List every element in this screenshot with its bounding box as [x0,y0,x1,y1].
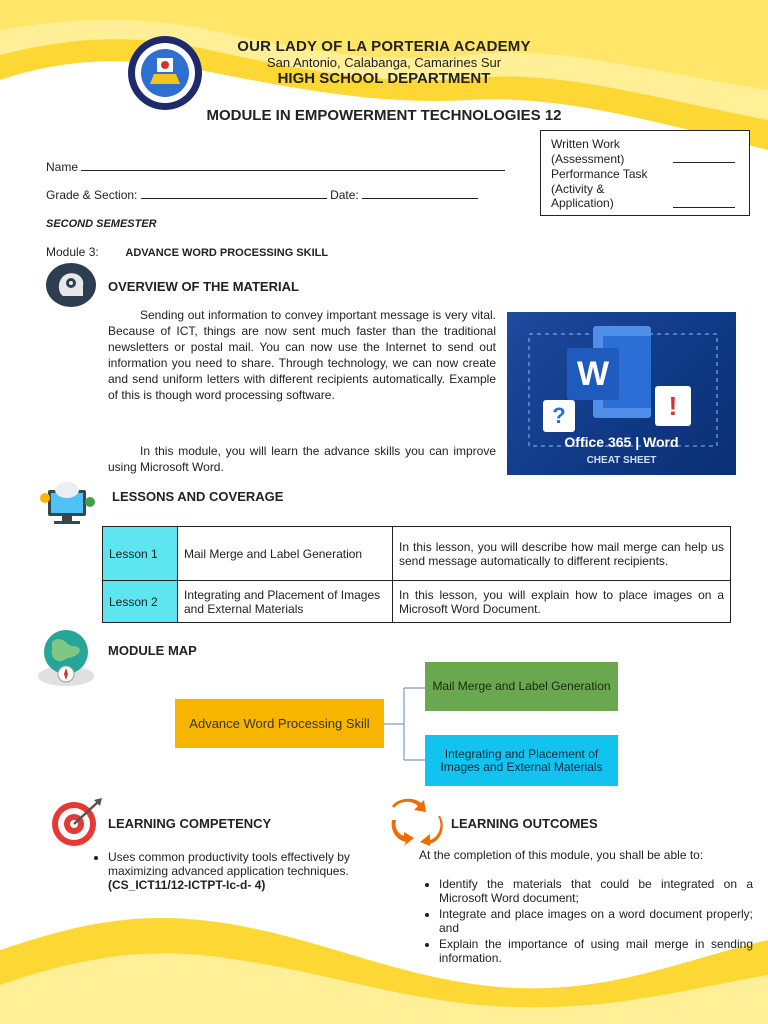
office-word-graphic [507,312,736,475]
school-address: San Antonio, Calabanga, Camarines Sur [266,55,502,70]
module-title: ADVANCE WORD PROCESSING SKILL [125,247,329,259]
list-item: • Integrate and place images on a word document properly; and [439,907,753,935]
module-line [46,245,328,259]
lesson-topic-cell: Mail Merge and Label Generation [178,527,393,581]
outcomes-intro: At the completion of this module, you shall be able to: [419,848,704,862]
date-label: Date: [330,188,359,202]
map-root-node: Advance Word Processing Skill [175,699,384,748]
overview-paragraph-2 [108,443,496,475]
competency-text: Uses common productivity tools effectively by maximizing advanced application techniques. [108,850,350,878]
office-365-word-label: Office 365 | Word [564,434,679,450]
semester-label: SECOND SEMESTER [46,218,157,230]
computer-cloud-icon [38,476,96,526]
written-work-label: Written Work (Assessment) [551,137,625,166]
overview-paragraph-1 [108,307,496,403]
grade-section-input-line[interactable] [141,188,327,199]
school-name: OUR LADY OF LA PORTERIA ACADEMY [237,38,531,55]
grade-section-field [46,188,478,202]
table-row [103,581,731,623]
lesson-number-cell: Lesson 2 [103,581,178,623]
name-input-line[interactable] [81,160,505,171]
performance-task-label: Performance Task (Activity & Application) [551,167,648,210]
lesson-number-cell: Lesson 1 [103,527,178,581]
name-field [46,160,505,174]
performance-task-score-line[interactable] [673,197,735,208]
overview-p1-text: Sending out information to convey important message is very vital. Because of ICT, things are now sent much faster than the traditional newsletters or postal mail. You can now use the Internet to send out information you need to share. Through technology, we can now create and send uniform letters with different recipients automatically. Example of this is though word processing software. [108,308,496,402]
lesson-description-cell: In this lesson, you will describe how mail merge can help us send message automatically to different recipients. [393,527,731,581]
head-gears-icon [45,262,97,308]
score-box [540,130,750,216]
lessons-table [102,526,731,623]
overview-title: OVERVIEW OF THE MATERIAL [108,279,299,294]
overview-p2-text: In this module, you will learn the advance skills you can improve using Microsoft Word. [108,444,496,474]
competency-list [88,850,378,894]
list-item [108,850,378,892]
department-title: HIGH SCHOOL DEPARTMENT [277,70,491,87]
cheat-sheet-label: CHEAT SHEET [586,455,657,466]
module-subject-title: MODULE IN EMPOWERMENT TECHNOLOGIES 12 [206,107,562,124]
grade-section-label: Grade & Section: [46,188,138,202]
module-map-title: MODULE MAP [108,643,197,658]
competency-code: (CS_ICT11/12-ICTPT-Ic-d- 4) [108,878,266,892]
question-icon: ? [552,403,566,428]
map-branch-1-node: Mail Merge and Label Generation [425,662,618,711]
table-row [103,527,731,581]
globe-compass-icon [34,626,98,688]
map-branch-2-node: Integrating and Placement of Images and External Materials [425,735,618,786]
name-label: Name [46,160,79,174]
module-map-connector [384,686,426,762]
office-word-image [507,312,736,475]
exclamation-icon: ! [668,390,678,421]
cycle-arrows-icon [388,798,444,846]
date-input-line[interactable] [362,188,478,199]
written-work-score-line[interactable] [673,152,735,163]
outcomes-title: LEARNING OUTCOMES [451,816,598,831]
list-item: • Explain the importance of using mail merge in sending information. [439,937,753,965]
outcomes-list [419,877,753,967]
target-icon [48,796,104,848]
word-w-icon: W [576,354,610,393]
module-label: Module 3: [46,245,99,259]
competency-title: LEARNING COMPETENCY [108,816,272,831]
school-seal-logo [126,34,204,112]
list-item: • Identify the materials that could be integrated on a Microsoft Word document; [439,877,753,905]
lesson-topic-cell: Integrating and Placement of Images and External Materials [178,581,393,623]
lessons-title: LESSONS AND COVERAGE [112,489,284,504]
lesson-description-cell: In this lesson, you will explain how to place images on a Microsoft Word Document. [393,581,731,623]
